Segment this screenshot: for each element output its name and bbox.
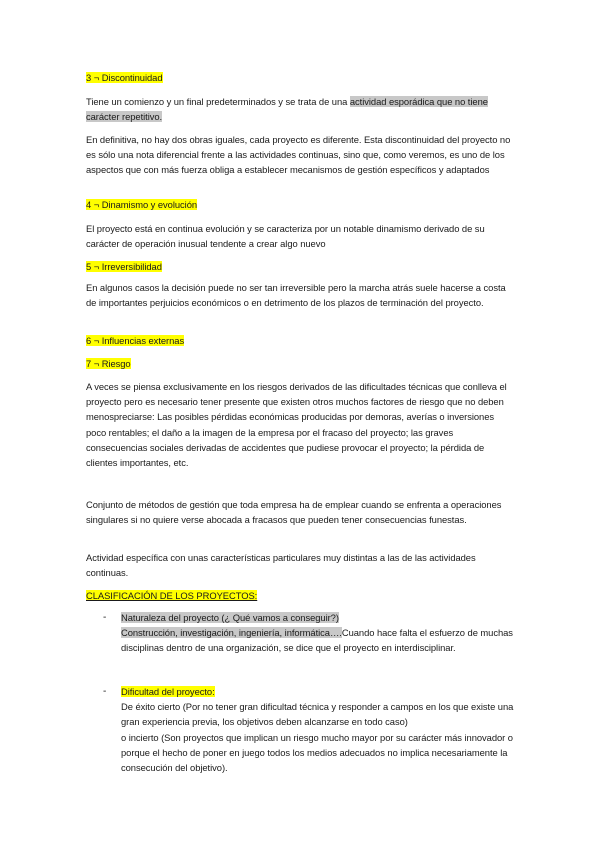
heading-discontinuidad: 3 ¬ Discontinuidad <box>86 72 163 83</box>
list-item-dificultad: Dificultad del proyecto: De éxito cierto (Por no tener gran dificultad técnica y responder a campos en los que existe una gran experiencia previa, los objetivos deben alcanzarse en todo caso) o incierto (Son proyectos que implican un riesgo mucho mayor por su carácter más innovador o porque el hecho de poner en juego todos los medios adecuados no implica necesariamente la consecución del objetivo). <box>121 686 514 774</box>
paragraph-riesgo: A veces se piensa exclusivamente en los riesgos derivados de las dificultades técnicas que conlleva el proyecto pero es necesario tener presente que existen otros muchos factores de riesgo que no deben menospreciarse: Las posibles pérdidas económicas producidas por demoras, averías o inversiones poco rentables; el daño a la imagen de la empresa por el fracaso del proyecto; las graves consecuencias sociales derivadas de accidentes que pudiese provocar el proyecto; la pérdida de clientes importantes, etc. <box>86 381 507 469</box>
highlighted-phrase: actividad esporádica que no tiene carácter repetitivo. <box>86 96 488 123</box>
paragraph-irreversibilidad: En algunos casos la decisión puede no ser tan irreversible pero la marcha atrás suele hacerse a costa de importantes perjuicios económicos o en detrimento de los plazos de terminación del proyecto. <box>86 282 506 309</box>
heading-dinamismo: 4 ¬ Dinamismo y evolución <box>86 199 198 210</box>
paragraph-actividad: Actividad específica con unas características particulares muy distintas a las de las actividades continuas. <box>86 552 476 579</box>
paragraph-discontinuidad: Tiene un comienzo y un final predeterminados y se trata de una actividad esporádica que no tiene carácter repetitivo. <box>86 96 488 123</box>
paragraph-conjunto: Conjunto de métodos de gestión que toda empresa ha de emplear cuando se enfrenta a operaciones singulares si no quiere verse abocada a fracasos que pueden tener consecuencias funestas. <box>86 499 502 526</box>
list-item-naturaleza: Naturaleza del proyecto (¿ Qué vamos a conseguir?) Construcción, investigación, ingeniería, informática….Cuando hace falta el esfuerzo de muchas disciplinas dentro de una organización, se dice que el proyecto en interdisciplinar. <box>121 612 513 654</box>
paragraph-definitiva: En definitiva, no hay dos obras iguales, cada proyecto es diferente. Esta discontinuidad del proyecto no es sólo una nota diferencial frente a las actividades continuas, sino que, como veremos, es uno de los aspectos que con más fuerza obliga a establecer mecanismos de gestión específicos y adaptados <box>86 134 511 176</box>
heading-riesgo: 7 ¬ Riesgo <box>86 358 131 369</box>
bullet-marker: - <box>103 686 107 697</box>
heading-influencias: 6 ¬ Influencias externas <box>86 335 185 346</box>
paragraph-dinamismo: El proyecto está en continua evolución y se caracteriza por un notable dinamismo derivado de su carácter de operación inusual tendente a crear algo nuevo <box>86 223 485 250</box>
heading-irreversibilidad: 5 ¬ Irreversibilidad <box>86 261 162 272</box>
bullet-marker: - <box>103 612 107 623</box>
heading-clasificacion: CLASIFICACIÓN DE LOS PROYECTOS: <box>86 590 258 601</box>
